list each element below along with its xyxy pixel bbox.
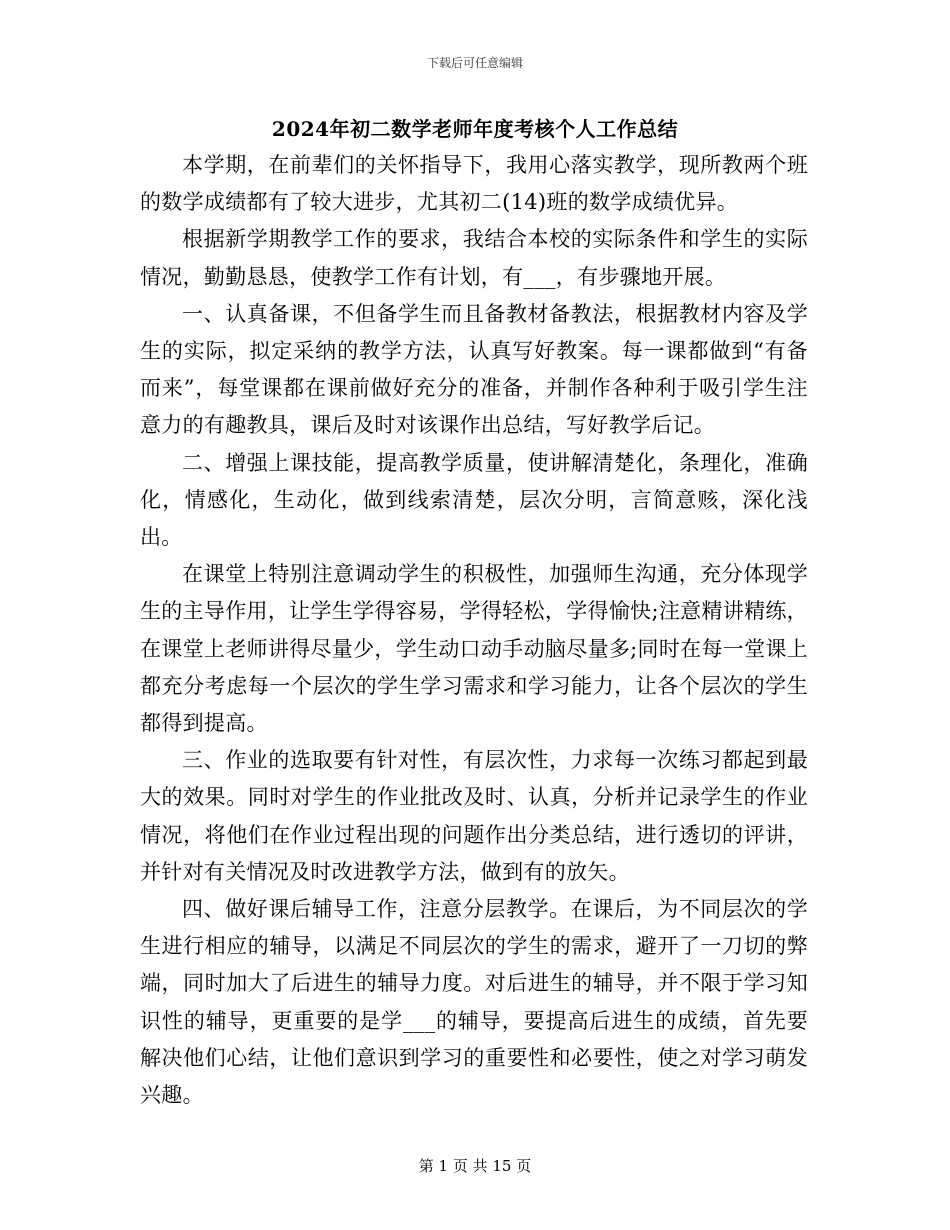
- paragraph-tutoring: 四、做好课后辅导工作，注意分层教学。在课后，为不同层次的学生进行相应的辅导，以满足不同层次的学生的需求，避开了一刀切的弊端，同时加大了后进生的辅导力度。对后进生的辅导，并不限于学习知识性的辅导，更重要的是学___的辅导，要提高后进生的成绩，首先要解决他们心结，让他们意识到学习的重要性和必要性，使之对学习萌发兴趣。: [140, 897, 808, 1108]
- paragraph-plan: 根据新学期教学工作的要求，我结合本校的实际条件和学生的实际情况，勤勤恳恳，使教学工作有计划，有___，有步骤地开展。: [140, 227, 808, 289]
- header-note: 下载后可任意编辑: [426, 56, 523, 70]
- paragraph-classroom: 在课堂上特别注意调动学生的积极性，加强师生沟通，充分体现学生的主导作用，让学生学得容易，学得轻松，学得愉快;注意精讲精练，在课堂上老师讲得尽量少，学生动口动手动脑尽量多;同时在每一堂课上都充分考虑每一个层次的学生学习需求和学习能力，让各个层次的学生都得到提高。: [140, 562, 808, 736]
- page-number: 第 1 页 共 15 页: [418, 1157, 532, 1175]
- document-body: [140, 147, 808, 1114]
- paragraph-lesson-prep: 一、认真备课，不但备学生而且备教材备教法，根据教材内容及学生的实际，拟定采纳的教学方法，认真写好教案。每一课都做到“有备而来”，每堂课都在课前做好充分的准备，并制作各种利于吸引学生注意力的有趣教具，课后及时对该课作出总结，写好教学后记。: [140, 301, 808, 438]
- paragraph-intro: 本学期，在前辈们的关怀指导下，我用心落实教学，现所教两个班的数学成绩都有了较大进步，尤其初二(14)班的数学成绩优异。: [140, 153, 808, 215]
- paragraph-homework: 三、作业的选取要有针对性，有层次性，力求每一次练习都起到最大的效果。同时对学生的作业批改及时、认真，分析并记录学生的作业情况，将他们在作业过程出现的问题作出分类总结，进行透切的评讲，并针对有关情况及时改进教学方法，做到有的放矢。: [140, 748, 808, 884]
- paragraph-teaching-skill: 二、增强上课技能，提高教学质量，使讲解清楚化，条理化，准确化，情感化，生动化，做到线索清楚，层次分明，言简意赅，深化浅出。: [140, 450, 808, 550]
- document-title: 2024年初二数学老师年度考核个人工作总结: [271, 117, 679, 141]
